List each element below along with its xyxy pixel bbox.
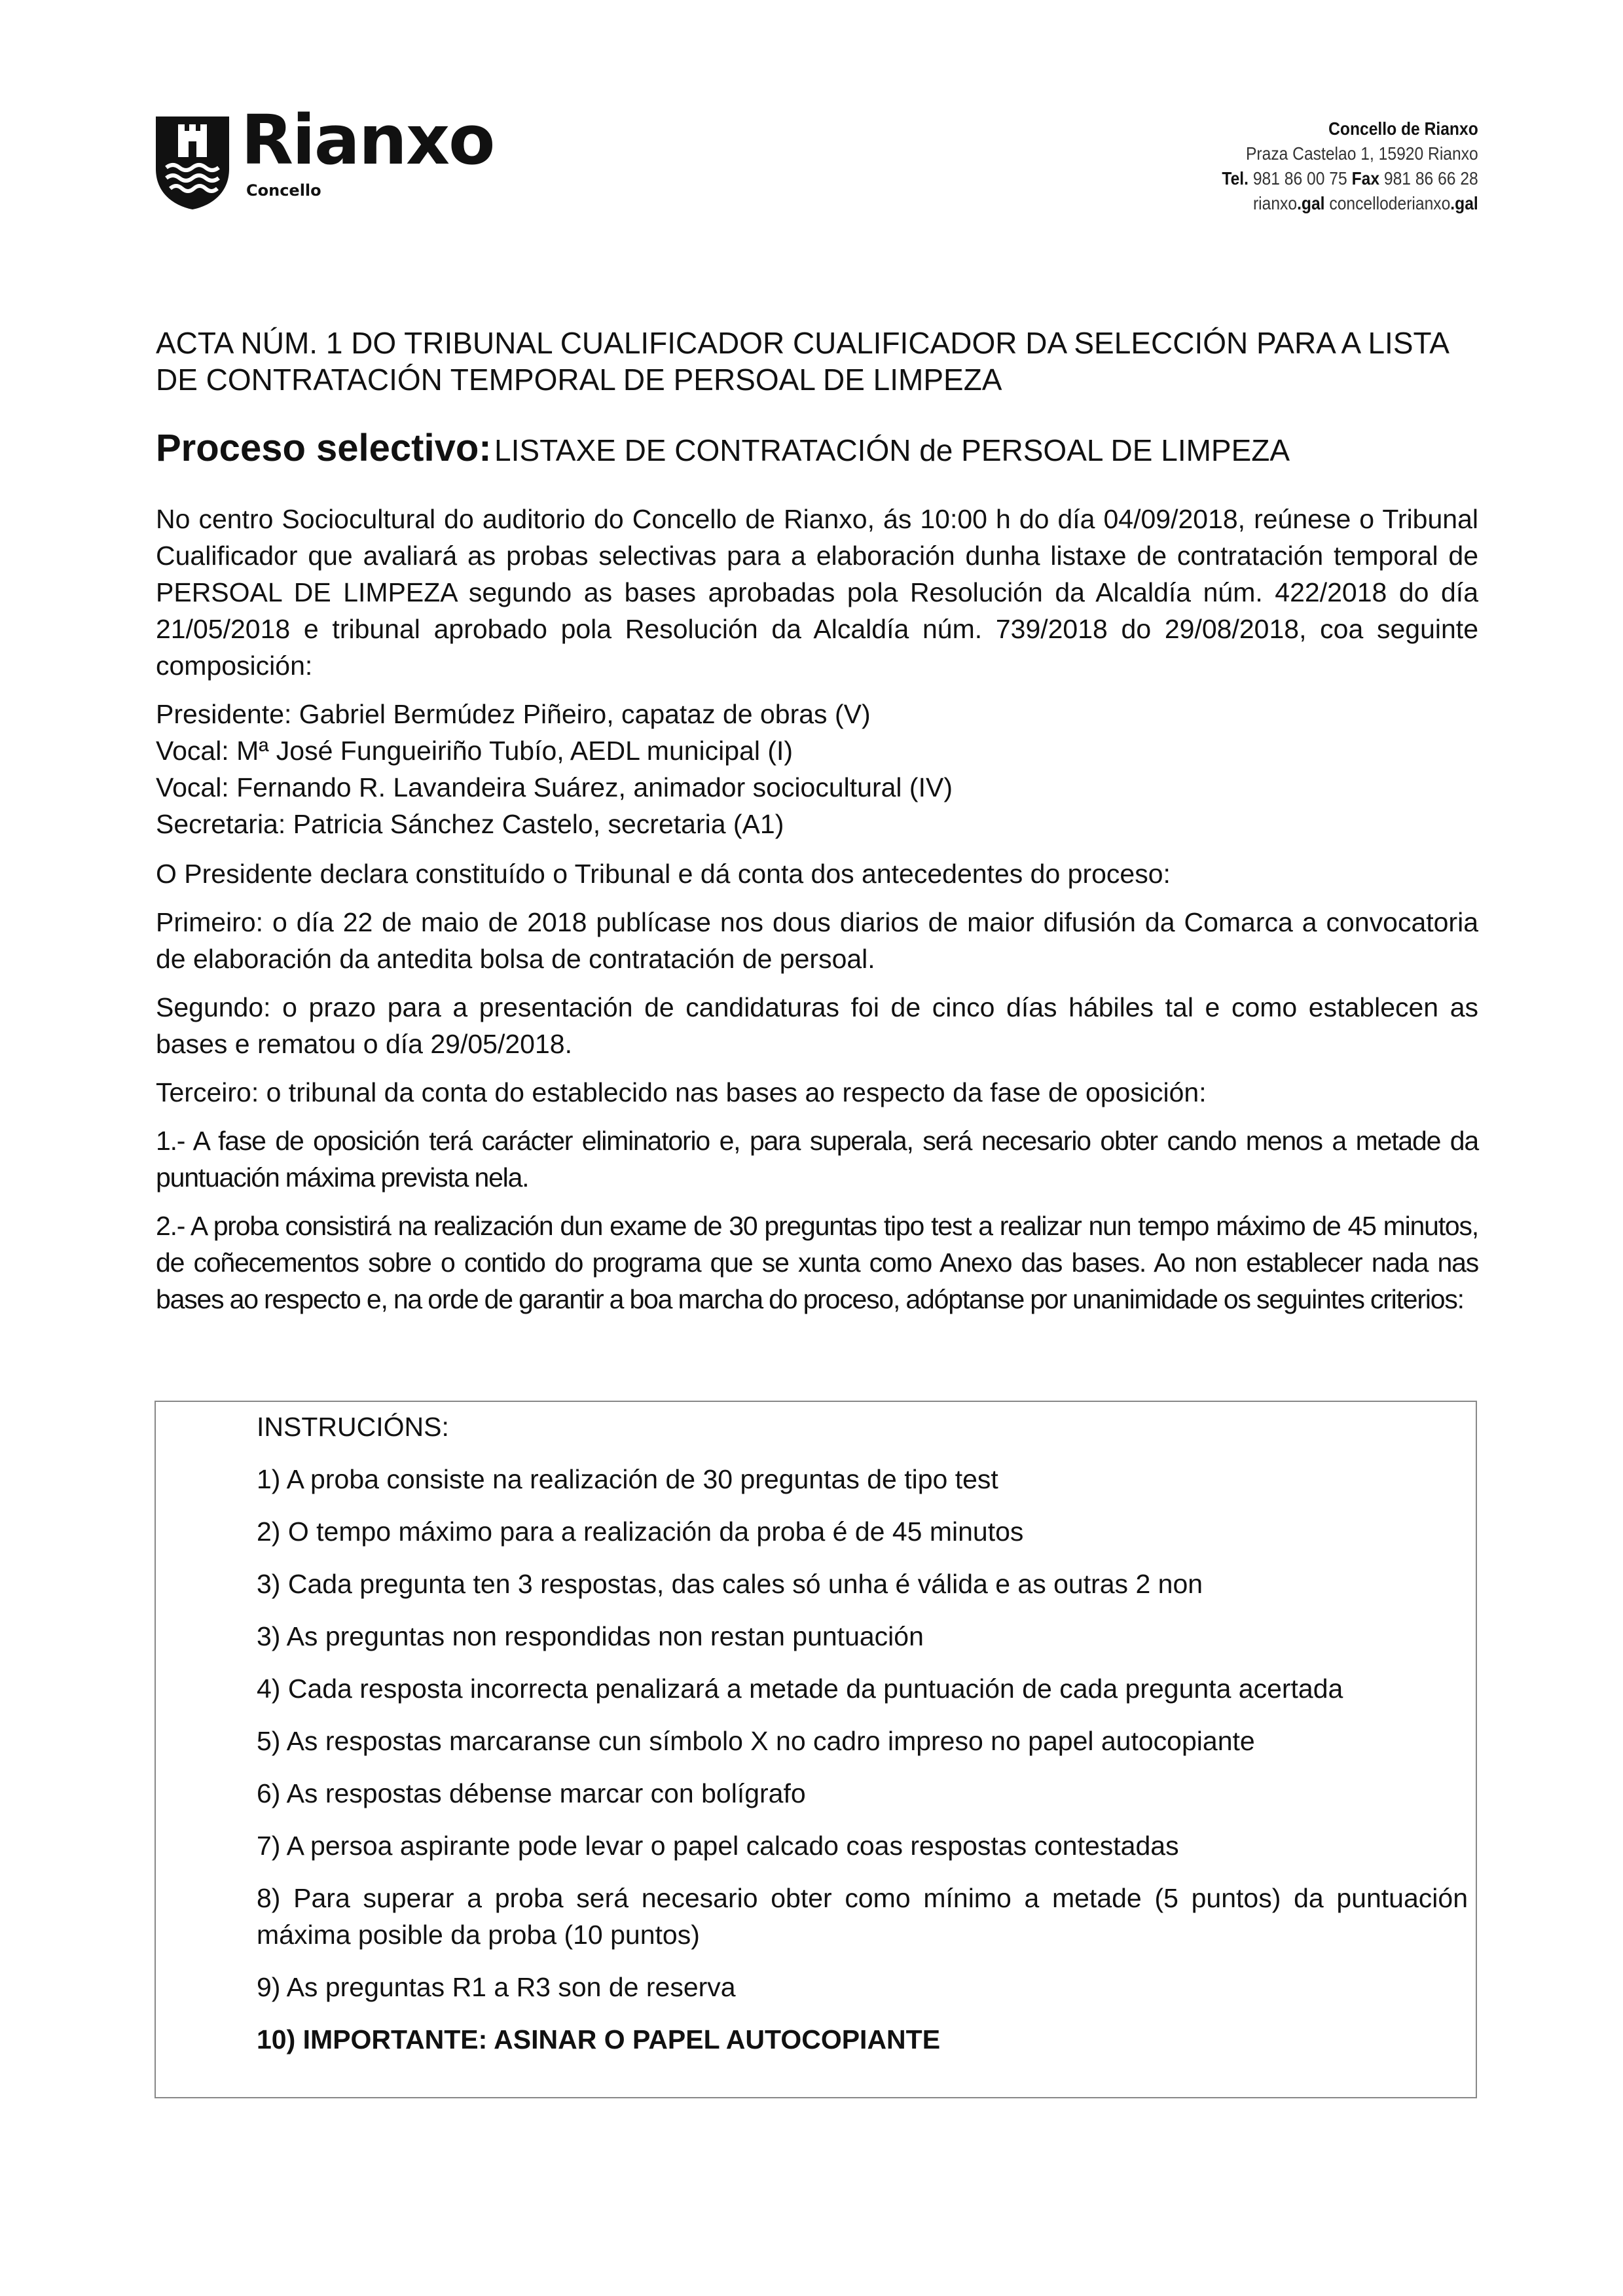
instruction-item: 6) As respostas débense marcar con bolígrafo: [257, 1778, 806, 1808]
declaration-paragraph: O Presidente declara constituído o Tribunal e dá conta dos antecedentes do proceso:: [156, 859, 1171, 889]
member-secretary: Secretaria: Patricia Sánchez Castelo, secretaria (A1): [156, 809, 784, 839]
instruction-important: 10) IMPORTANTE: ASINAR O PAPEL AUTOCOPIANTE: [257, 2024, 941, 2054]
document-title: ACTA NÚM. 1 DO TRIBUNAL CUALIFICADOR CUALIFICADOR DA SELECCIÓN PARA A LISTA DE CONTRATACIÓN TEMPORAL DE PERSOAL DE LIMPEZA: [156, 326, 1448, 397]
rule-1-paragraph: 1.- A fase de oposición terá carácter eliminatorio e, para superala, será necesario obter cando menos a metade da puntuación máxima prevista nela.: [156, 1126, 1478, 1193]
tribunal-members: [156, 696, 1478, 842]
contact-phone-line: [1222, 166, 1478, 191]
rule-2-paragraph: 2.- A proba consistirá na realización dun exame de 30 preguntas tipo test a realizar nun tempo máximo de 45 minutos, de coñecementos sobre o contido do programa que se xunta como Anexo das bases. Ao non establecer nada nas bases ao respecto e, na orde de garantir a boa marcha do proceso, adóptanse por unanimidade os seguintes criterios:: [156, 1211, 1478, 1314]
tel-number: 981 86 00 75: [1253, 168, 1347, 188]
contact-address: Praza Castelao 1, 15920 Rianxo: [1246, 143, 1478, 164]
process-value: LISTAXE DE CONTRATACIÓN de PERSOAL DE LIMPEZA: [494, 433, 1290, 467]
contact-org: Concello de Rianxo: [1328, 118, 1478, 139]
logo-name: Rianxo: [241, 100, 494, 180]
instructions-heading: INSTRUCIÓNS:: [257, 1412, 449, 1442]
instruction-item: 8) Para superar a proba será necesario obter como mínimo a metade (5 puntos) da puntuación máxima posible da proba (10 puntos): [257, 1883, 1468, 1950]
fax-number: 981 86 66 28: [1384, 168, 1478, 188]
concello-logo: [155, 100, 521, 213]
member-president: Presidente: Gabriel Bermúdez Piñeiro, capataz de obras (V): [156, 699, 871, 729]
web-link-1[interactable]: rianxo.gal: [1253, 193, 1325, 213]
instruction-item: 5) As respostas marcaranse cun símbolo X no cadro impreso no papel autocopiante: [257, 1726, 1255, 1756]
member-vocal-1: Vocal: Mª José Fungueiriño Tubío, AEDL municipal (I): [156, 736, 793, 766]
second-paragraph: Segundo: o prazo para a presentación de candidaturas foi de cinco días hábiles tal e como establecen as bases e rematou o día 29/05/2018.: [156, 992, 1478, 1059]
intro-paragraph: No centro Sociocultural do auditorio do Concello de Rianxo, ás 10:00 h do día 04/09/2018, reúnese o Tribunal Cualificador que avaliará as probas selectivas para a elaboración dunha listaxe de contratación temporal de PERSOAL DE LIMPEZA segundo as bases aprobadas pola Resolución da Alcaldía núm. 422/2018 do día 21/05/2018 e tribunal aprobado pola Resolución da Alcaldía núm. 739/2018 do 29/08/2018, coa seguinte composición:: [156, 504, 1478, 681]
logo-subtitle: Concello: [246, 181, 321, 200]
process-label: Proceso selectivo:: [156, 427, 492, 469]
document-body: [156, 325, 1478, 1329]
instruction-item: 9) As preguntas R1 a R3 son de reserva: [257, 1972, 736, 2002]
process-line: [156, 425, 1478, 481]
instruction-item: 3) As preguntas non respondidas non restan puntuación: [257, 1621, 924, 1651]
tel-label: Tel.: [1222, 168, 1249, 188]
contact-web-line: [1222, 191, 1478, 216]
instructions-box: [155, 1401, 1477, 2098]
instruction-item: 3) Cada pregunta ten 3 respostas, das cales só unha é válida e as outras 2 non: [257, 1569, 1203, 1599]
instruction-item: 1) A proba consiste na realización de 30 preguntas de tipo test: [257, 1464, 998, 1494]
shield-castle-icon: [155, 115, 230, 211]
instruction-item: 2) O tempo máximo para a realización da proba é de 45 minutos: [257, 1516, 1024, 1547]
fax-label: Fax: [1351, 168, 1380, 188]
instruction-item: 7) A persoa aspirante pode levar o papel calcado coas respostas contestadas: [257, 1831, 1179, 1861]
first-paragraph: Primeiro: o día 22 de maio de 2018 publícase nos dous diarios de maior difusión da Comarca a convocatoria de elaboración da antedita bolsa de contratación de persoal.: [156, 907, 1478, 974]
instructions-list: [257, 1408, 1468, 2073]
member-vocal-2: Vocal: Fernando R. Lavandeira Suárez, animador sociocultural (IV): [156, 772, 953, 802]
instruction-item: 4) Cada resposta incorrecta penalizará a metade da puntuación de cada pregunta acertada: [257, 1674, 1343, 1704]
contact-block: [1222, 117, 1478, 216]
web-link-2[interactable]: concelloderianxo.gal: [1329, 193, 1478, 213]
third-paragraph: Terceiro: o tribunal da conta do establecido nas bases ao respecto da fase de oposición:: [156, 1077, 1207, 1107]
